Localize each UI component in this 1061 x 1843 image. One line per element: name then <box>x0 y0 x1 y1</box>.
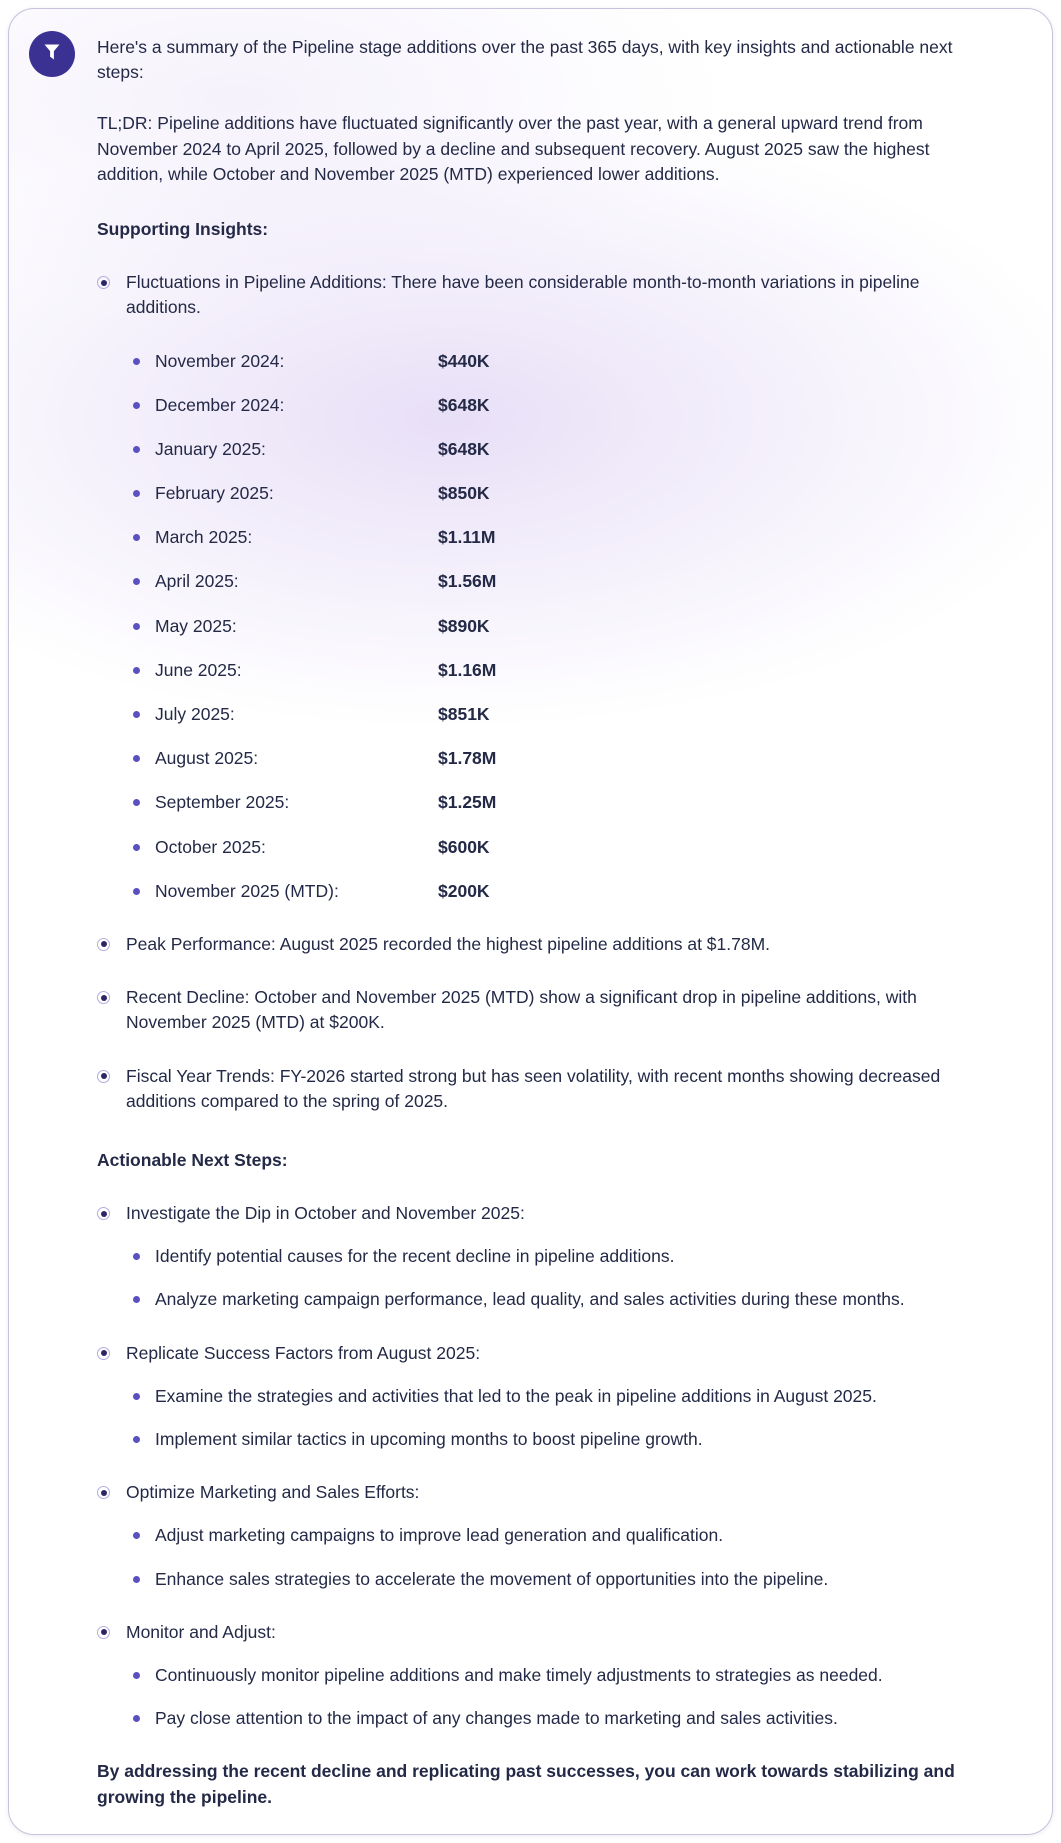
target-bullet-icon <box>97 1207 110 1220</box>
dot-bullet-icon <box>133 711 140 718</box>
month-item <box>133 481 994 506</box>
month-item <box>133 746 994 771</box>
month-label: December 2024: <box>155 394 285 415</box>
month-label: October 2025: <box>155 836 266 857</box>
dot-bullet-icon <box>133 1393 140 1400</box>
step-subitem-text: Continuously monitor pipeline additions and make timely adjustments to strategies as needed. <box>155 1664 883 1685</box>
dot-bullet-icon <box>133 844 140 851</box>
month-label: March 2025: <box>155 527 253 548</box>
month-value: $440K <box>438 350 490 371</box>
month-label: July 2025: <box>155 704 235 724</box>
insight-recent-decline <box>97 985 994 1035</box>
step-title-text: Replicate Success Factors from August 2025: <box>126 1342 481 1363</box>
dot-bullet-icon <box>133 755 140 762</box>
month-label: August 2025: <box>155 748 259 769</box>
step-subitem-text: Implement similar tactics in upcoming months to boost pipeline growth. <box>155 1429 703 1449</box>
month-value: $850K <box>438 483 490 504</box>
month-value: $890K <box>438 615 490 636</box>
dot-bullet-icon <box>133 490 140 497</box>
dot-bullet-icon <box>133 667 140 674</box>
month-value: $851K <box>438 704 490 724</box>
step-subitem <box>133 1427 994 1452</box>
target-bullet-icon <box>97 1626 110 1639</box>
dot-bullet-icon <box>133 1532 140 1539</box>
dot-bullet-icon <box>133 578 140 585</box>
insight-text: Peak Performance: August 2025 recorded the highest pipeline additions at $1.78M. <box>126 933 771 954</box>
month-item <box>133 614 994 639</box>
month-label: June 2025: <box>155 659 242 680</box>
month-item <box>133 835 994 860</box>
message-content <box>97 29 994 1810</box>
month-label: November 2024: <box>155 350 285 371</box>
tldr-paragraph: TL;DR: Pipeline additions have fluctuated significantly over the past year, with a general upward trend from November 2024 to April 2025, followed by a decline and subsequent recovery. August 2025 saw the highest addition, while October and November 2025 (MTD) experienced lower additions. <box>97 113 930 184</box>
step-title-text: Optimize Marketing and Sales Efforts: <box>126 1482 420 1503</box>
step-subitem <box>133 1567 994 1592</box>
dot-bullet-icon <box>133 1296 140 1303</box>
step-group-optimize-efforts <box>97 1480 994 1592</box>
step-title <box>97 1201 994 1226</box>
insight-text: Fluctuations in Pipeline Additions: There have been considerable month-to-month variations in pipeline additions. <box>126 272 920 318</box>
step-subitem <box>133 1384 994 1409</box>
month-value: $1.78M <box>438 748 497 769</box>
message-row <box>29 29 994 1810</box>
dot-bullet-icon <box>133 1672 140 1679</box>
step-subitem-text: Enhance sales strategies to accelerate the movement of opportunities into the pipeline. <box>155 1568 829 1589</box>
step-title-text: Investigate the Dip in October and November 2025: <box>126 1203 525 1224</box>
step-title <box>97 1480 994 1505</box>
month-value: $600K <box>438 836 490 857</box>
target-bullet-icon <box>97 1486 110 1499</box>
month-label: April 2025: <box>155 571 239 592</box>
step-subitem <box>133 1244 994 1269</box>
target-bullet-icon <box>97 276 110 289</box>
dot-bullet-icon <box>133 402 140 409</box>
target-bullet-icon <box>97 991 110 1004</box>
step-group-replicate-success <box>97 1341 994 1453</box>
month-value: $1.25M <box>438 792 497 813</box>
dot-bullet-icon <box>133 1576 140 1583</box>
dot-bullet-icon <box>133 358 140 365</box>
step-subitem-text: Examine the strategies and activities that led to the peak in pipeline additions in August 2025. <box>155 1385 877 1406</box>
insight-text: Recent Decline: October and November 2025 (MTD) show a significant drop in pipeline additions, with November 2025 (MTD) at $200K. <box>126 987 917 1033</box>
month-label: February 2025: <box>155 483 274 504</box>
target-bullet-icon <box>97 1347 110 1360</box>
month-item <box>133 790 994 815</box>
step-title <box>97 1341 994 1366</box>
month-item <box>133 879 994 904</box>
dot-bullet-icon <box>133 1436 140 1443</box>
month-item <box>133 658 994 683</box>
month-values-list <box>97 349 994 904</box>
step-group-investigate-dip <box>97 1201 994 1313</box>
step-subitem-text: Adjust marketing campaigns to improve lead generation and qualification. <box>155 1525 724 1546</box>
target-bullet-icon <box>97 938 110 951</box>
step-subitem <box>133 1287 994 1312</box>
month-item <box>133 525 994 550</box>
step-subitem <box>133 1706 994 1731</box>
insight-fluctuations <box>97 270 994 320</box>
month-item <box>133 349 994 374</box>
month-label: September 2025: <box>155 792 290 813</box>
step-subitem <box>133 1663 994 1688</box>
actionable-next-steps-heading: Actionable Next Steps: <box>97 1149 288 1170</box>
target-bullet-icon <box>97 1070 110 1083</box>
month-label: January 2025: <box>155 438 266 459</box>
step-title-text: Monitor and Adjust: <box>126 1621 276 1642</box>
month-value: $1.11M <box>438 527 496 548</box>
insight-text: Fiscal Year Trends: FY-2026 started strong but has seen volatility, with recent months showing decreased additions compared to the spring of 2025. <box>126 1065 941 1111</box>
funnel-icon <box>40 40 64 69</box>
dot-bullet-icon <box>133 888 140 895</box>
dot-bullet-icon <box>133 799 140 806</box>
month-item <box>133 569 994 594</box>
step-title <box>97 1620 994 1645</box>
closing-paragraph: By addressing the recent decline and replicating past successes, you can work towards stabilizing and growing the pipeline. <box>97 1761 955 1807</box>
month-value: $200K <box>438 880 490 901</box>
month-value: $1.16M <box>438 659 497 680</box>
month-label: May 2025: <box>155 615 237 636</box>
step-subitem-text: Analyze marketing campaign performance, lead quality, and sales activities during these months. <box>155 1289 905 1310</box>
dot-bullet-icon <box>133 446 140 453</box>
month-item <box>133 393 994 418</box>
dot-bullet-icon <box>133 1253 140 1260</box>
month-label: November 2025 (MTD): <box>155 880 339 901</box>
month-value: $648K <box>438 438 490 459</box>
insight-fiscal-year-trends <box>97 1064 994 1114</box>
dot-bullet-icon <box>133 623 140 630</box>
step-subitem <box>133 1523 994 1548</box>
step-subitem-text: Pay close attention to the impact of any changes made to marketing and sales activities. <box>155 1708 838 1729</box>
month-value: $1.56M <box>438 571 497 592</box>
dot-bullet-icon <box>133 1715 140 1722</box>
step-group-monitor-adjust <box>97 1620 994 1732</box>
intro-paragraph: Here's a summary of the Pipeline stage additions over the past 365 days, with key insights and actionable next steps: <box>97 37 953 83</box>
step-subitem-text: Identify potential causes for the recent decline in pipeline additions. <box>155 1246 675 1267</box>
supporting-insights-heading: Supporting Insights: <box>97 218 269 239</box>
insight-peak-performance <box>97 932 994 957</box>
assistant-avatar <box>29 31 75 77</box>
month-item <box>133 702 994 727</box>
dot-bullet-icon <box>133 534 140 541</box>
month-item <box>133 437 994 462</box>
assistant-message-card <box>8 8 1053 1835</box>
month-value: $648K <box>438 394 490 415</box>
